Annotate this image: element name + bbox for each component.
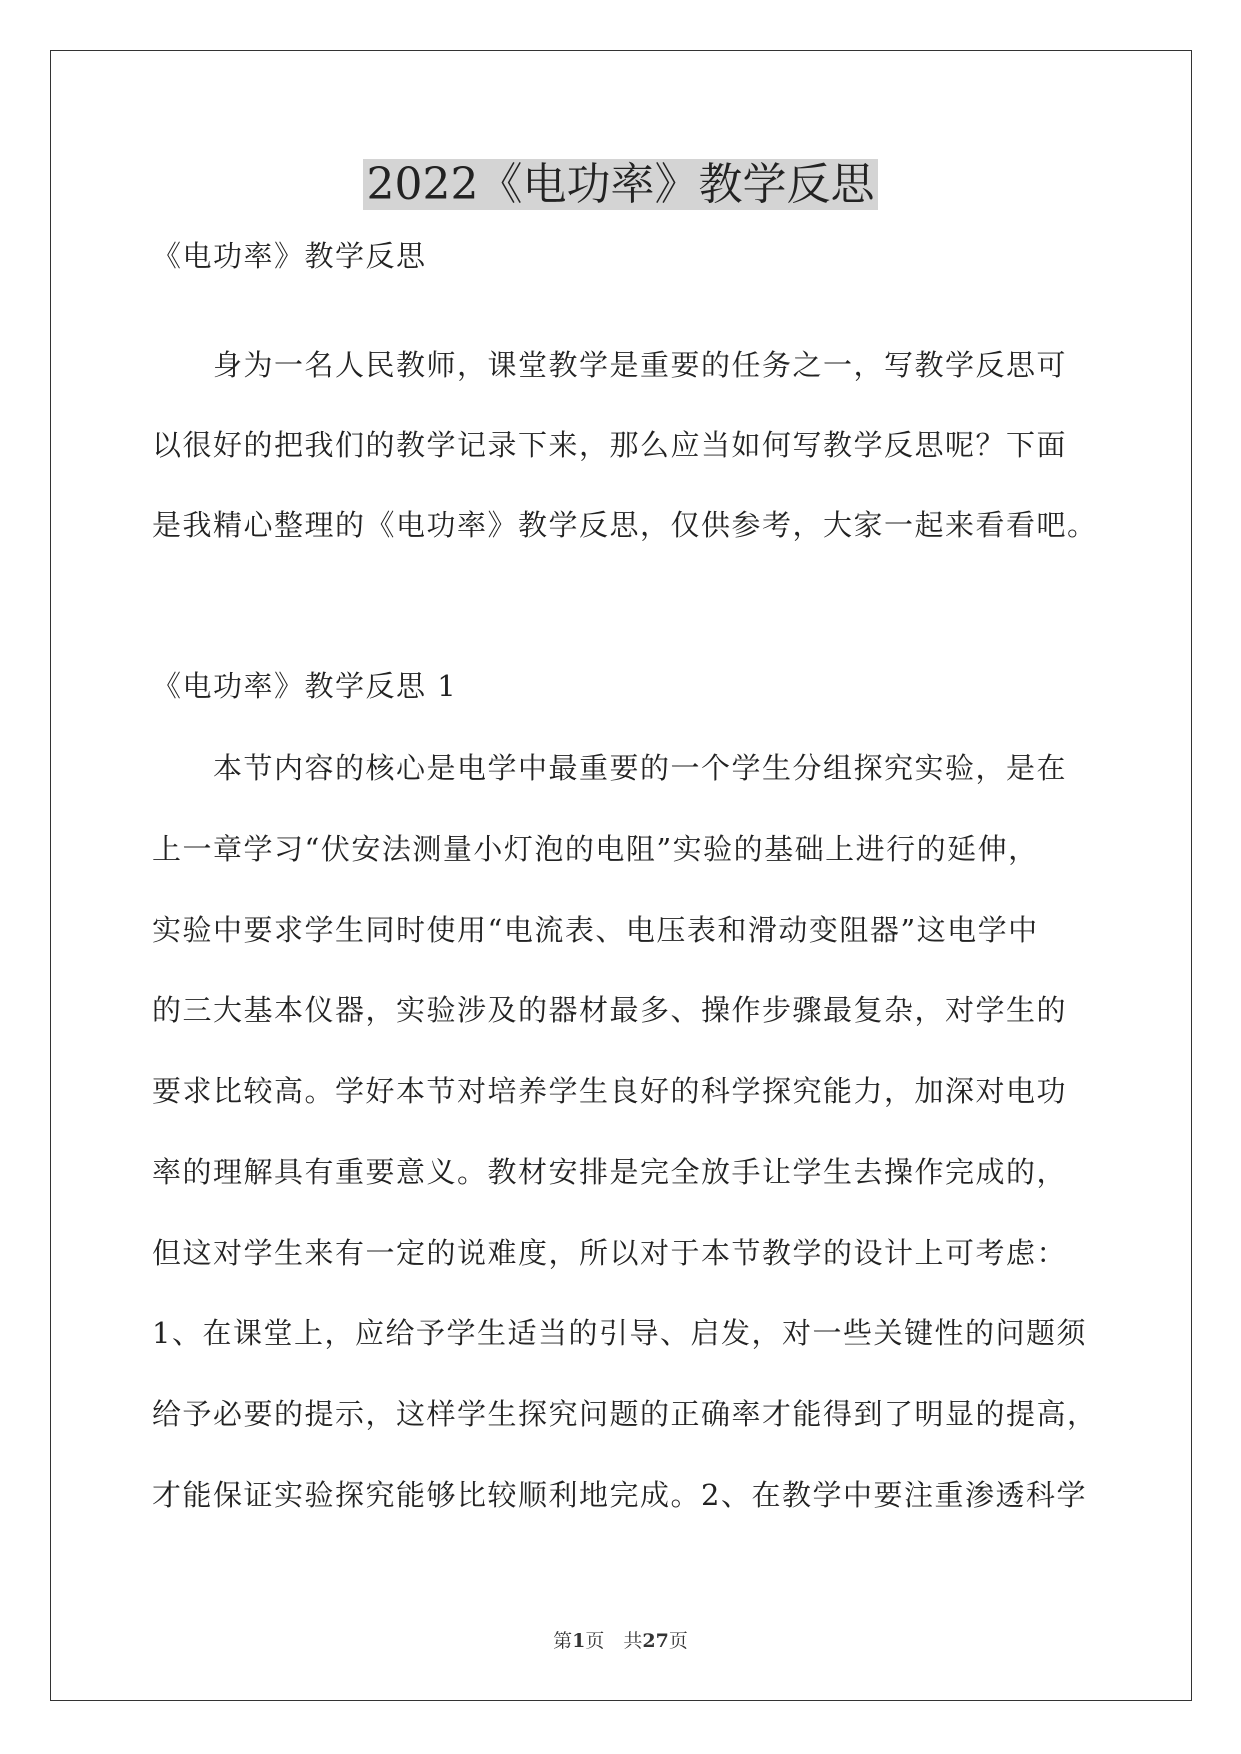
paragraph-line: 以很好的把我们的教学记录下来，那么应当如何写教学反思呢？下面 bbox=[152, 428, 1068, 462]
paragraph-line: 身为一名人民教师，课堂教学是重要的任务之一，写教学反思可 bbox=[152, 348, 1068, 382]
paragraph-line: 上一章学习“伏安法测量小灯泡的电阻”实验的基础上进行的延伸， bbox=[152, 832, 1039, 866]
page-footer bbox=[0, 1628, 1241, 1654]
footer-page-suffix: 页 bbox=[668, 1630, 688, 1652]
paragraph-line: 要求比较高。学好本节对培养学生良好的科学探究能力，加深对电功 bbox=[152, 1074, 1068, 1108]
footer-page-current: 1 bbox=[572, 1630, 586, 1652]
paragraph-line: 本节内容的核心是电学中最重要的一个学生分组探究实验，是在 bbox=[152, 751, 1068, 785]
paragraph-line: 实验中要求学生同时使用“电流表、电压表和滑动变阻器”这电学中 bbox=[152, 913, 1039, 947]
section-heading: 《电功率》教学反思 1 bbox=[152, 669, 458, 703]
paragraph-line: 但这对学生来有一定的说难度，所以对于本节教学的设计上可考虑： bbox=[152, 1236, 1068, 1270]
paragraph-line: 率的理解具有重要意义。教材安排是完全放手让学生去操作完成的， bbox=[152, 1155, 1068, 1189]
paragraph-line: 1、在课堂上，应给予学生适当的引导、启发，对一些关键性的问题须 bbox=[152, 1316, 1087, 1350]
document-title-text: 2022《电功率》教学反思 bbox=[363, 159, 879, 210]
subtitle-line: 《电功率》教学反思 bbox=[152, 239, 427, 273]
paragraph-line: 才能保证实验探究能够比较顺利地完成。2、在教学中要注重渗透科学 bbox=[152, 1478, 1087, 1512]
paragraph-line: 的三大基本仪器，实验涉及的器材最多、操作步骤最复杂，对学生的 bbox=[152, 993, 1068, 1027]
footer-page-prefix: 第 bbox=[553, 1630, 573, 1652]
paragraph-line: 给予必要的提示，这样学生探究问题的正确率才能得到了明显的提高， bbox=[152, 1397, 1098, 1431]
footer-page-mid: 页 共 bbox=[585, 1630, 643, 1652]
paragraph-line: 是我精心整理的《电功率》教学反思，仅供参考，大家一起来看看吧。 bbox=[152, 508, 1098, 542]
footer-page-total: 27 bbox=[642, 1630, 669, 1652]
page-border bbox=[50, 50, 1192, 1701]
document-title bbox=[0, 150, 1241, 220]
